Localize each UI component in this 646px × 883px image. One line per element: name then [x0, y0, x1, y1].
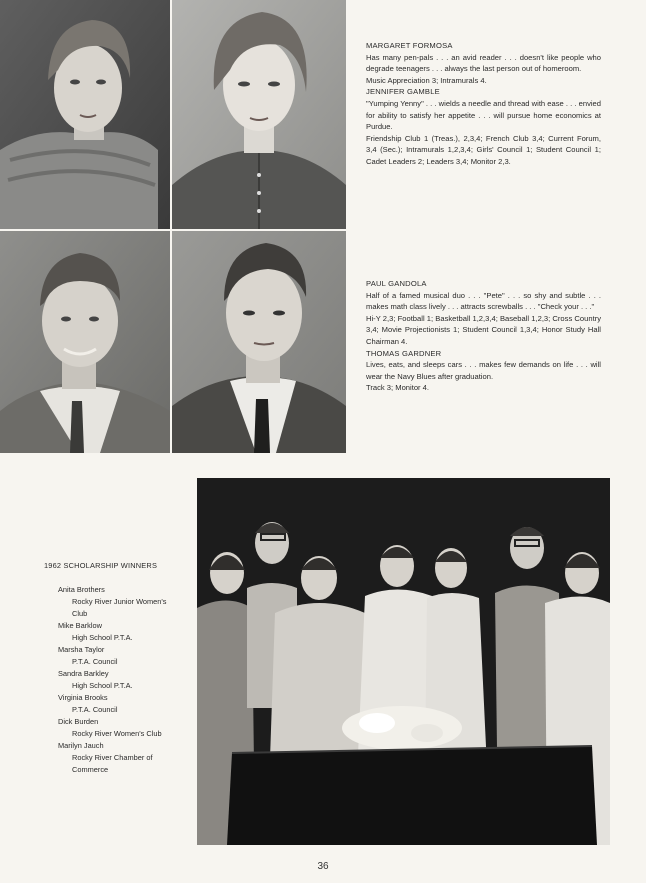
winner-name: Dick Burden	[58, 717, 99, 726]
caption-gandola-gardner	[366, 278, 601, 394]
page-number: 36	[317, 861, 329, 872]
winner-award: Rocky River Chamber of	[72, 753, 153, 762]
winner-name: Marsha Taylor	[58, 645, 105, 654]
senior-activities: Track 3; Monitor 4.	[366, 383, 430, 393]
scholarship-group-photo	[197, 478, 610, 845]
portrait-thomas-gardner	[172, 231, 346, 453]
senior-activities: Hi-Y 2,3; Football 1; Basketball 1,2,3,4; Baseball 1,2,3; Cross Country 3,4; Movie Projectionists 1; Student Council 1,3,4; Honor Study Hall Chairman 4.	[366, 313, 601, 346]
winner-name: Marilyn Jauch	[58, 741, 104, 750]
senior-activities: Music Appreciation 3; Intramurals 4.	[366, 75, 487, 85]
senior-description: Half of a famed musical duo . . . "Pete" . . . so shy and subtle . . . makes math class lively . . . attracts screwballs . . . "Check your . . ."	[366, 290, 601, 312]
portrait-margaret-formosa	[0, 0, 170, 229]
winner-award: High School P.T.A.	[72, 681, 133, 690]
caption-formosa-gamble	[366, 40, 601, 168]
senior-name: THOMAS GARDNER	[366, 348, 442, 358]
winner-name: Mike Barklow	[58, 621, 102, 630]
winner-award: Commerce	[72, 765, 109, 774]
winner-award: Club	[72, 609, 88, 618]
senior-description: "Yumping Yenny" . . . wields a needle and thread with ease . . . envied for ability to satisfy her appetite . . . will pursue home economics at Purdue.	[366, 98, 601, 132]
winner-award: P.T.A. Council	[72, 657, 118, 666]
portrait-paul-gandola	[0, 231, 170, 453]
winner-award: Rocky River Junior Women's	[72, 597, 167, 606]
scholarship-heading: 1962 SCHOLARSHIP WINNERS	[44, 561, 158, 570]
scholarship-winners-list	[44, 560, 167, 776]
senior-name: PAUL GANDOLA	[366, 279, 427, 288]
winner-award: P.T.A. Council	[72, 705, 118, 714]
winner-name: Anita Brothers	[58, 585, 105, 594]
senior-description: Has many pen-pals . . . an avid reader . . . doesn't like people who degrade teenagers . . . always the last person out of homeroom.	[366, 52, 601, 74]
senior-name: JENNIFER GAMBLE	[366, 87, 440, 97]
senior-activities: Friendship Club 1 (Treas.), 2,3,4; French Club 3,4; Current Forum, 3,4 (Sec.); Intramurals 1,2,3,4; Girls' Council 1; Student Council 1; Cadet Leaders 2; Leaders 3,4; Monitor 2,3.	[366, 133, 601, 166]
portrait-jennifer-gamble	[172, 0, 346, 229]
senior-description: Lives, eats, and sleeps cars . . . makes few demands on life . . . will wear the Navy Blues after graduation.	[366, 360, 601, 381]
winner-award: High School P.T.A.	[72, 633, 133, 642]
winner-name: Virginia Brooks	[58, 693, 108, 702]
winner-name: Sandra Barkley	[58, 669, 109, 678]
senior-name: MARGARET FORMOSA	[366, 41, 453, 50]
winner-award: Rocky River Women's Club	[72, 729, 162, 738]
